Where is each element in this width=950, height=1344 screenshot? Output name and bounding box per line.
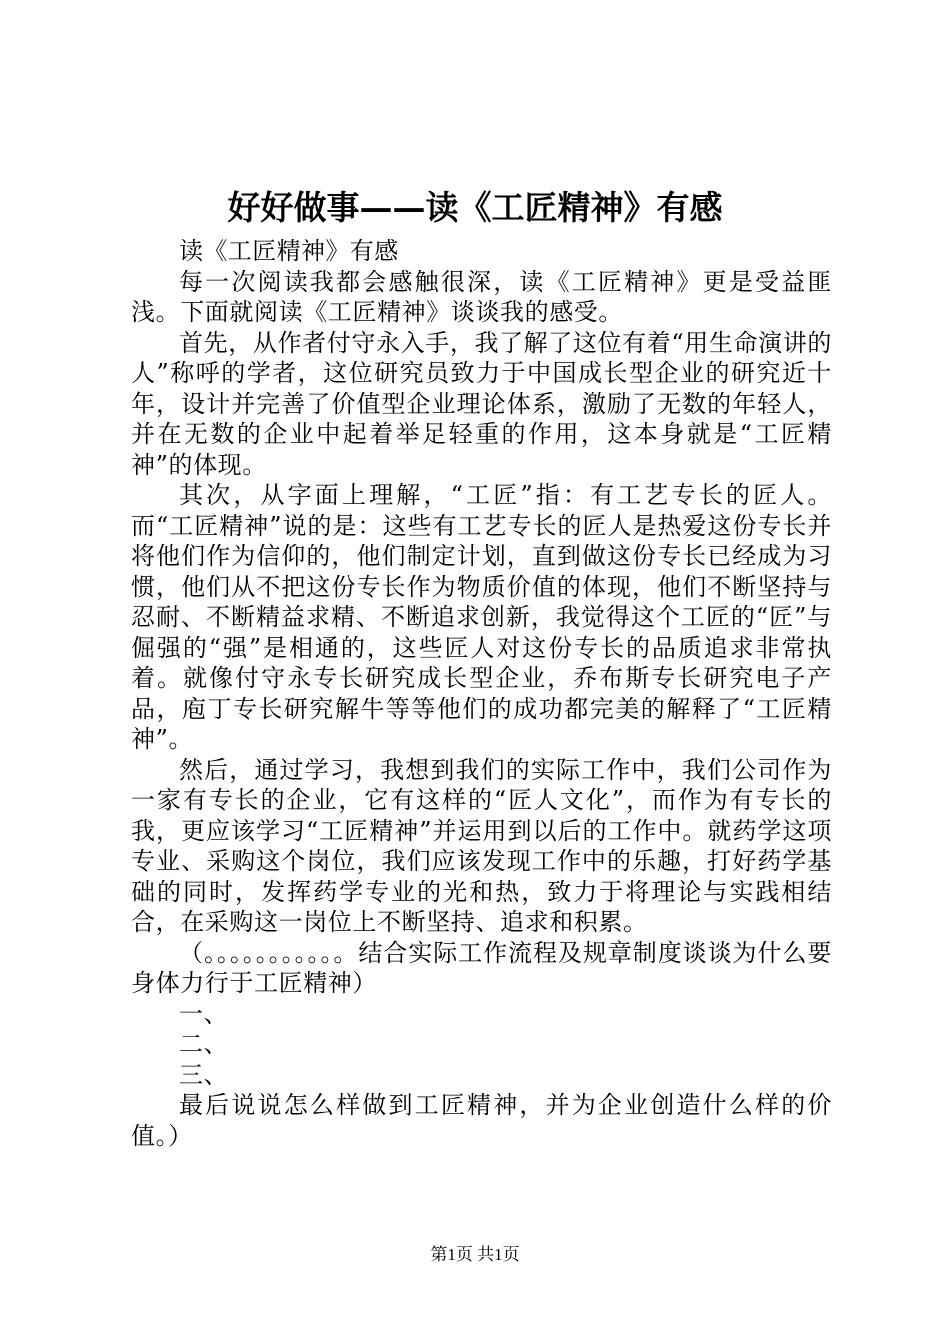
paragraph-second: 其次，从字面上理解，“工匠”指：有工艺专长的匠人。而“工匠精神”说的是：这些有工艺专长的匠人是热爱这份专长并将他们作为信仰的，他们制定计划，直到做这份专长已经成为习惯，他们从不把这份专长作为物质价值的体现，他们不断坚持与忍耐、不断精益求精、不断追求创新，我觉得这个工匠的“匠”与倔强的“强”是相通的，这些匠人对这份专长的品质追求非常执着。就像付守永专长研究成长型企业，乔布斯专长研究电子产品，庖丁专长研究解牛等等他们的成功都完美的解释了“工匠精神”。 — [131, 481, 832, 753]
paragraph-first: 首先，从作者付守永入手，我了解了这位有着“用生命演讲的人”称呼的学者，这位研究员致力于中国成长型企业的研究近十年，设计并完善了价值型企业理论体系，激励了无数的年轻人，并在无数的企业中起着举足轻重的作用，这本身就是“工匠精神”的体现。 — [131, 328, 832, 479]
paragraph-subtitle: 读《工匠精神》有感 — [179, 237, 399, 265]
paragraph-third: 然后，通过学习，我想到我们的实际工作中，我们公司作为一家有专长的企业，它有这样的“匠人文化”，而作为有专长的我，更应该学习“工匠精神”并运用到以后的工作中。就药学这项专业、采购这个岗位，我们应该发现工作中的乐趣，打好药学基础的同时，发挥药学专业的光和热，致力于将理论与实践相结合，在采购这一岗位上不断坚持、追求和积累。 — [131, 755, 832, 936]
paragraph-note: （。。。。。。。。。。。结合实际工作流程及规章制度谈谈为什么要身体力行于工匠精神） — [131, 938, 832, 997]
paragraph-conclusion: 最后说说怎么样做到工匠精神，并为企业创造什么样的价值。） — [131, 1091, 832, 1150]
list-item-one: 一、 — [179, 999, 229, 1028]
list-item-two: 二、 — [179, 1030, 229, 1058]
page-footer: 第1页 共1页 — [430, 1245, 520, 1264]
document-body — [131, 236, 832, 1151]
document-title: 好好做事——读《工匠精神》有感 — [227, 188, 723, 227]
paragraph-intro: 每一次阅读我都会感触很深，读《工匠精神》更是受益匪浅。下面就阅读《工匠精神》谈谈我的感受。 — [131, 267, 832, 326]
list-item-three: 三、 — [179, 1060, 229, 1089]
